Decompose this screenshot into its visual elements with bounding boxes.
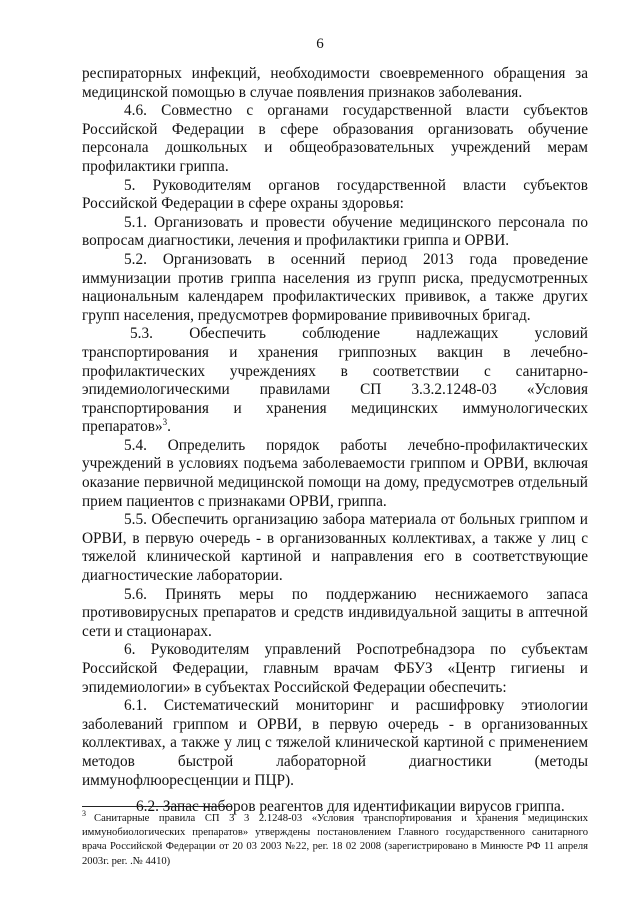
paragraph-5-1: 5.1. Организовать и провести обучение медицинского персонала по вопросам диагностики, лечения и профилактики гриппа и ОРВИ. [82,213,588,250]
paragraph-5-3: 5.3. Обеспечить соблюдение надлежащих условий транспортирования и хранения гриппозных вакцин в лечебно-профилактических учреждениях в соответствии с санитарно-эпидемиологическими правилами СП 3.3.2.1248-03 «Условия транспортирования и хранения медицинских иммунологических препаратов»$^3$. [82,325,588,436]
footnote [82,809,588,869]
paragraph-5: 5. Руководителям органов государственной власти субъектов Российской Федерации в сфере охраны здоровья: [82,176,588,213]
page-number: 6 [316,36,324,52]
paragraph-4-6: 4.6. Совместно с органами государственной власти субъектов Российской Федерации в сфере образования организовать обучение персонала дошкольных и общеобразовательных учреждений мерам профилактики гриппа. [82,102,588,175]
paragraph-5-6: 5.6. Принять меры по поддержанию неснижаемого запаса противовирусных препаратов и средств индивидуальной защиты в аптечной сети и стационарах. [82,585,588,640]
footnote-divider [82,806,232,807]
paragraph-5-4: 5.4. Определить порядок работы лечебно-профилактических учреждений в условиях подъема заболеваемости гриппом и ОРВИ, включая оказание первичной медицинской помощи на дому, предусмотрев отдельный прием пациентов с признаками ОРВИ, гриппа. [82,436,588,510]
body-text [82,65,588,817]
paragraph-5-5: 5.5. Обеспечить организацию забора материала от больных гриппом и ОРВИ, в первую очередь - в организованных коллективах, а также у лиц с тяжелой клинической картиной и направления его в соответствующие диагностические лаборатории. [82,511,588,585]
paragraph-6-2: 6.2. Запас наборов реагентов для идентификации вирусов гриппа. [136,798,565,816]
footnote-mark: 3 [82,809,86,819]
footnote-text: Санитарные правила СП 3 3 2.1248-03 «Условия транспортирования и хранения медицинских иммунобиологических препаратов» утверждены постановлением Главного государственного санитарного врача Российской Федерации от 20 03 2003 №22, рег. 18 02 2008 (зарегистрировано в Минюсте РФ 11 апреля 2003г. рег. .№ 4410) [82,813,588,867]
paragraph-6-1: 6.1. Систематический мониторинг и расшифровку этиологии заболеваний гриппом и ОРВИ, в первую очередь - в организованных коллективах, а также у лиц с тяжелой клинической картиной с применением методов быстрой лабораторной диагностики (методы иммунофлюоресценции и ПЦР). [82,697,588,789]
footnote-reference: 3 [162,417,168,428]
paragraph-5-3-text: 5.3. Обеспечить соблюдение надлежащих условий транспортирования и хранения гриппозных вакцин в лечебно-профилактических учреждениях в соответствии с санитарно-эпидемиологическими правилами СП 3.3.2.1248-03 «Условия транспортирования и хранения медицинских иммунологических препаратов» [82,325,588,436]
paragraph-continuation: респираторных инфекций, необходимости своевременного обращения за медицинской помощью в случае появления признаков заболевания. [82,65,588,101]
paragraph-5-2: 5.2. Организовать в осенний период 2013 года проведение иммунизации против гриппа населения из групп риска, предусмотренных национальным календарем профилактических прививок, а также других групп населения, предусмотрев формирование прививочных бригад. [82,250,588,324]
paragraph-6: 6. Руководителям управлений Роспотребнадзора по субъектам Российской Федерации, главным врачам ФБУЗ «Центр гигиены и эпидемиологии» в субъектах Российской Федерации обеспечить: [82,641,588,696]
